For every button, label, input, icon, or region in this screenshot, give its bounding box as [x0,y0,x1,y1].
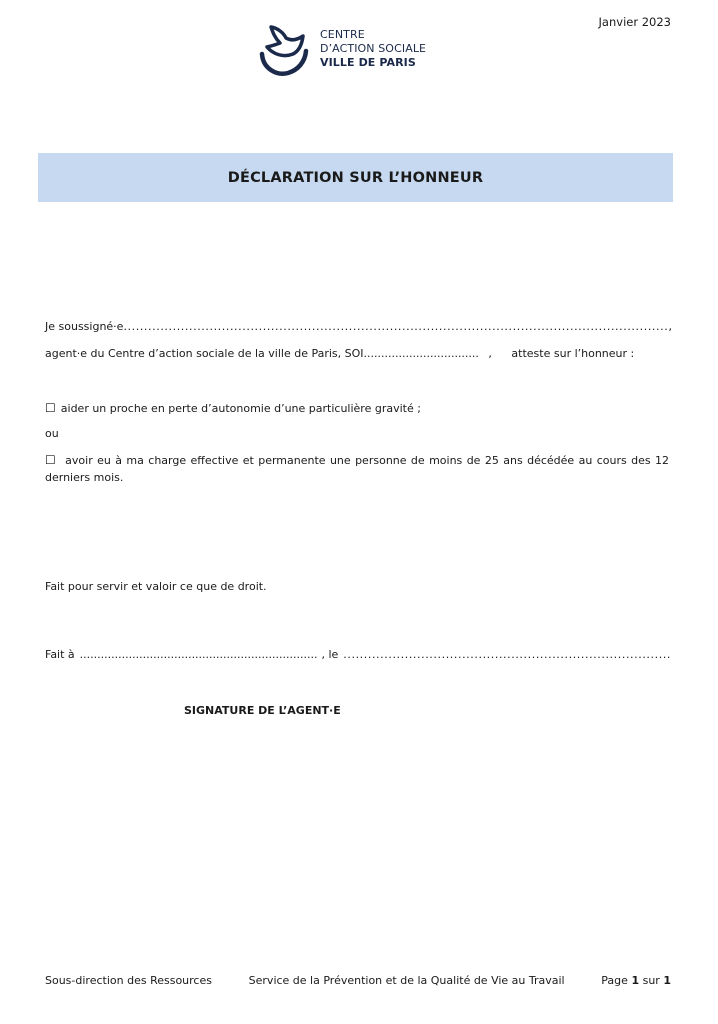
footer-center: Service de la Prévention et de la Qualité de Vie au Travail [248,974,565,987]
option-1 [45,401,421,415]
casvp-logo [253,24,453,80]
name-field[interactable] [123,320,668,333]
service-field[interactable]: ................................. [363,347,479,360]
logo-line-2: D’ACTION SOCIALE [320,42,427,55]
option-1-checkbox[interactable]: ☐ [45,401,56,415]
or-text: ou [45,427,59,440]
place-field[interactable]: .................................................................... [79,648,318,661]
option-2 [45,452,669,486]
page-number [601,974,671,987]
page-current: 1 [631,974,640,987]
signature-label: SIGNATURE DE L’AGENT·E [184,704,341,717]
page-prefix: Page [601,974,628,987]
page-sep: sur [642,974,660,987]
closing-text: Fait pour servir et valoir ce que de droit. [45,580,267,593]
logo-line-1: CENTRE [320,28,365,41]
dove-logo-icon [253,24,311,80]
agent-separator: , [488,347,492,360]
option-1-text: aider un proche en perte d’autonomie d’une particulière gravité ; [60,402,421,415]
option-2-checkbox[interactable]: ☐ [45,453,56,467]
name-label: Je soussigné·e [45,320,124,333]
name-line [45,320,672,333]
place-label: Fait à [45,648,75,661]
attest-text: atteste sur l’honneur : [511,347,635,360]
option-2-text: avoir eu à ma charge effective et permanente une personne de moins de 25 ans décédée au cours des 12 derniers mois. [45,454,669,484]
agent-text: agent·e du Centre d’action sociale de la ville de Paris, SOI [45,347,364,360]
footer-left: Sous-direction des Ressources [45,974,212,987]
title-banner [38,153,673,202]
agent-line [45,347,634,360]
document-date: Janvier 2023 [598,15,671,29]
footer [45,974,671,987]
name-line-end: , [668,320,672,333]
page-total: 1 [663,974,671,987]
date-label: , le [321,648,339,661]
place-date-line [45,648,672,661]
date-field[interactable] [343,648,672,661]
logo-line-3: VILLE DE PARIS [320,56,416,69]
page-title: DÉCLARATION SUR L’HONNEUR [227,169,484,186]
